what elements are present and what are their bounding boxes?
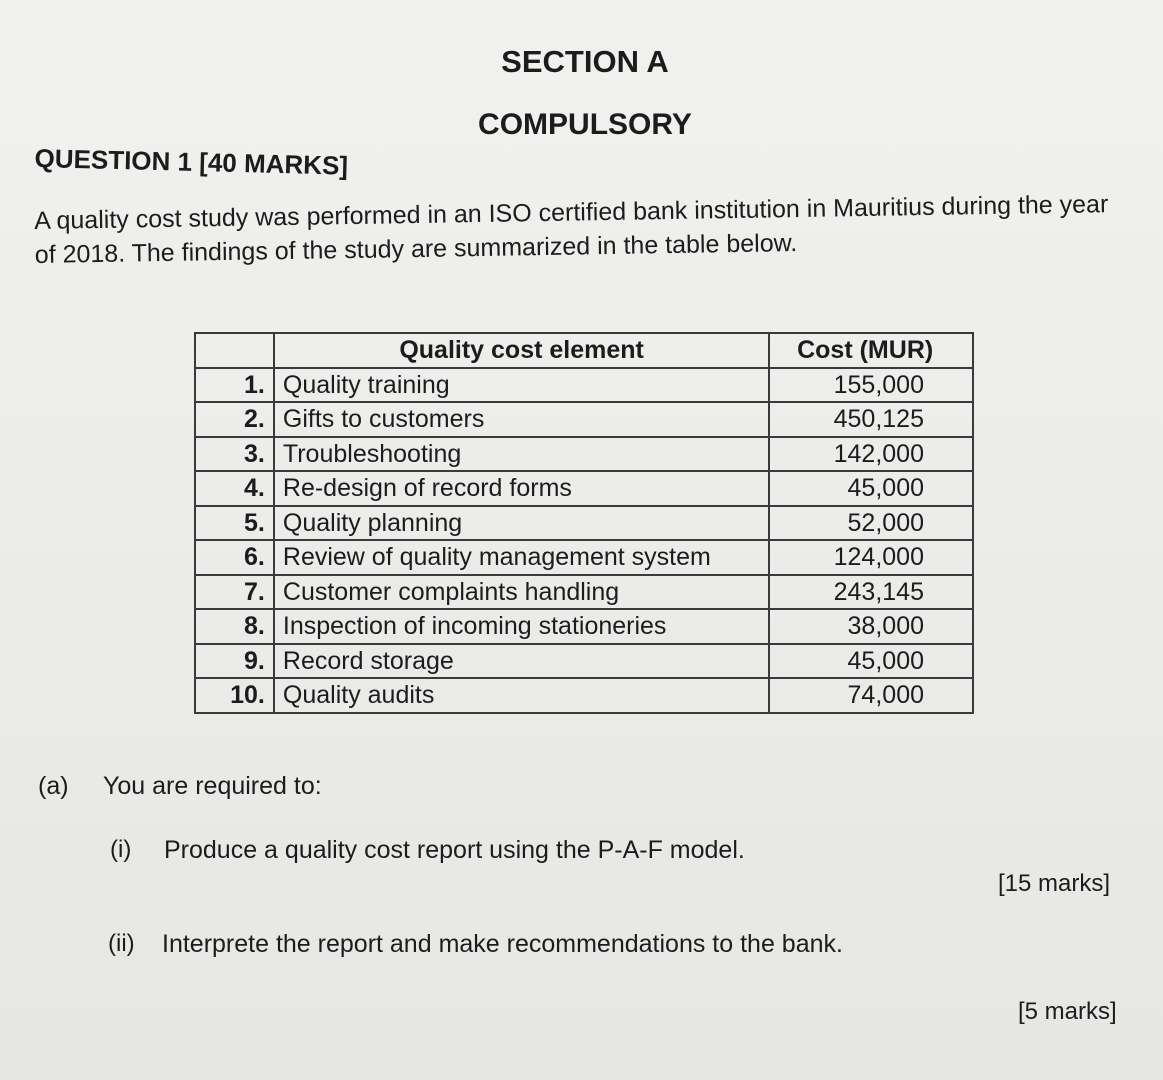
table-row: [195, 437, 973, 472]
quality-cost-table: [194, 332, 974, 714]
table-row: [195, 678, 973, 713]
section-title: SECTION A: [501, 44, 669, 79]
part-i-label: (i): [110, 836, 132, 863]
row-cost: 450,125: [769, 402, 973, 437]
row-cost: 45,000: [769, 471, 973, 506]
row-number: 6.: [195, 540, 274, 575]
part-i-text: Produce a quality cost report using the P-A-F model.: [164, 836, 745, 864]
row-element: Inspection of incoming stationeries: [274, 609, 769, 644]
table-header-row: [195, 333, 973, 368]
header-element: Quality cost element: [274, 333, 769, 368]
question-intro: A quality cost study was performed in an ISO certified bank institution in Mauritius during the year of 2018. The findings of the study are summarized in the table below.: [34, 190, 1109, 269]
row-element: Quality planning: [274, 506, 769, 541]
part-a-label: (a): [38, 772, 69, 800]
row-number: 1.: [195, 368, 274, 403]
table-row: [195, 540, 973, 575]
row-number: 10.: [195, 678, 274, 713]
part-i-marks: [15 marks]: [998, 870, 1111, 897]
row-cost: 155,000: [769, 368, 973, 403]
table-row: [195, 368, 973, 403]
row-number: 3.: [195, 437, 274, 472]
table-row: [195, 644, 973, 679]
row-number: 4.: [195, 471, 274, 506]
part-ii-label: (ii): [108, 930, 135, 957]
table-row: [195, 402, 973, 437]
row-element: Review of quality management system: [274, 540, 769, 575]
compulsory-heading: COMPULSORY: [478, 108, 692, 141]
row-cost: 38,000: [769, 609, 973, 644]
row-element: Troubleshooting: [274, 437, 769, 472]
part-a-text: You are required to:: [103, 772, 322, 800]
row-element: Re-design of record forms: [274, 471, 769, 506]
row-element: Quality audits: [274, 678, 769, 713]
row-element: Gifts to customers: [274, 402, 769, 437]
row-cost: 243,145: [769, 575, 973, 610]
table-row: [195, 471, 973, 506]
table-row: [195, 506, 973, 541]
table-row: [195, 609, 973, 644]
header-cost: Cost (MUR): [769, 333, 973, 368]
row-number: 7.: [195, 575, 274, 610]
row-number: 9.: [195, 644, 274, 679]
row-element: Record storage: [274, 644, 769, 679]
part-ii-text: Interprete the report and make recommendations to the bank.: [162, 930, 843, 958]
row-number: 5.: [195, 506, 274, 541]
row-cost: 74,000: [769, 678, 973, 713]
question-title: QUESTION 1 [40 MARKS]: [34, 143, 349, 181]
row-cost: 124,000: [769, 540, 973, 575]
part-ii-marks: [5 marks]: [1018, 998, 1117, 1025]
row-element: Customer complaints handling: [274, 575, 769, 610]
row-number: 2.: [195, 402, 274, 437]
row-element: Quality training: [274, 368, 769, 403]
row-cost: 45,000: [769, 644, 973, 679]
row-cost: 52,000: [769, 506, 973, 541]
table-row: [195, 575, 973, 610]
row-cost: 142,000: [769, 437, 973, 472]
row-number: 8.: [195, 609, 274, 644]
header-number: [195, 333, 274, 368]
